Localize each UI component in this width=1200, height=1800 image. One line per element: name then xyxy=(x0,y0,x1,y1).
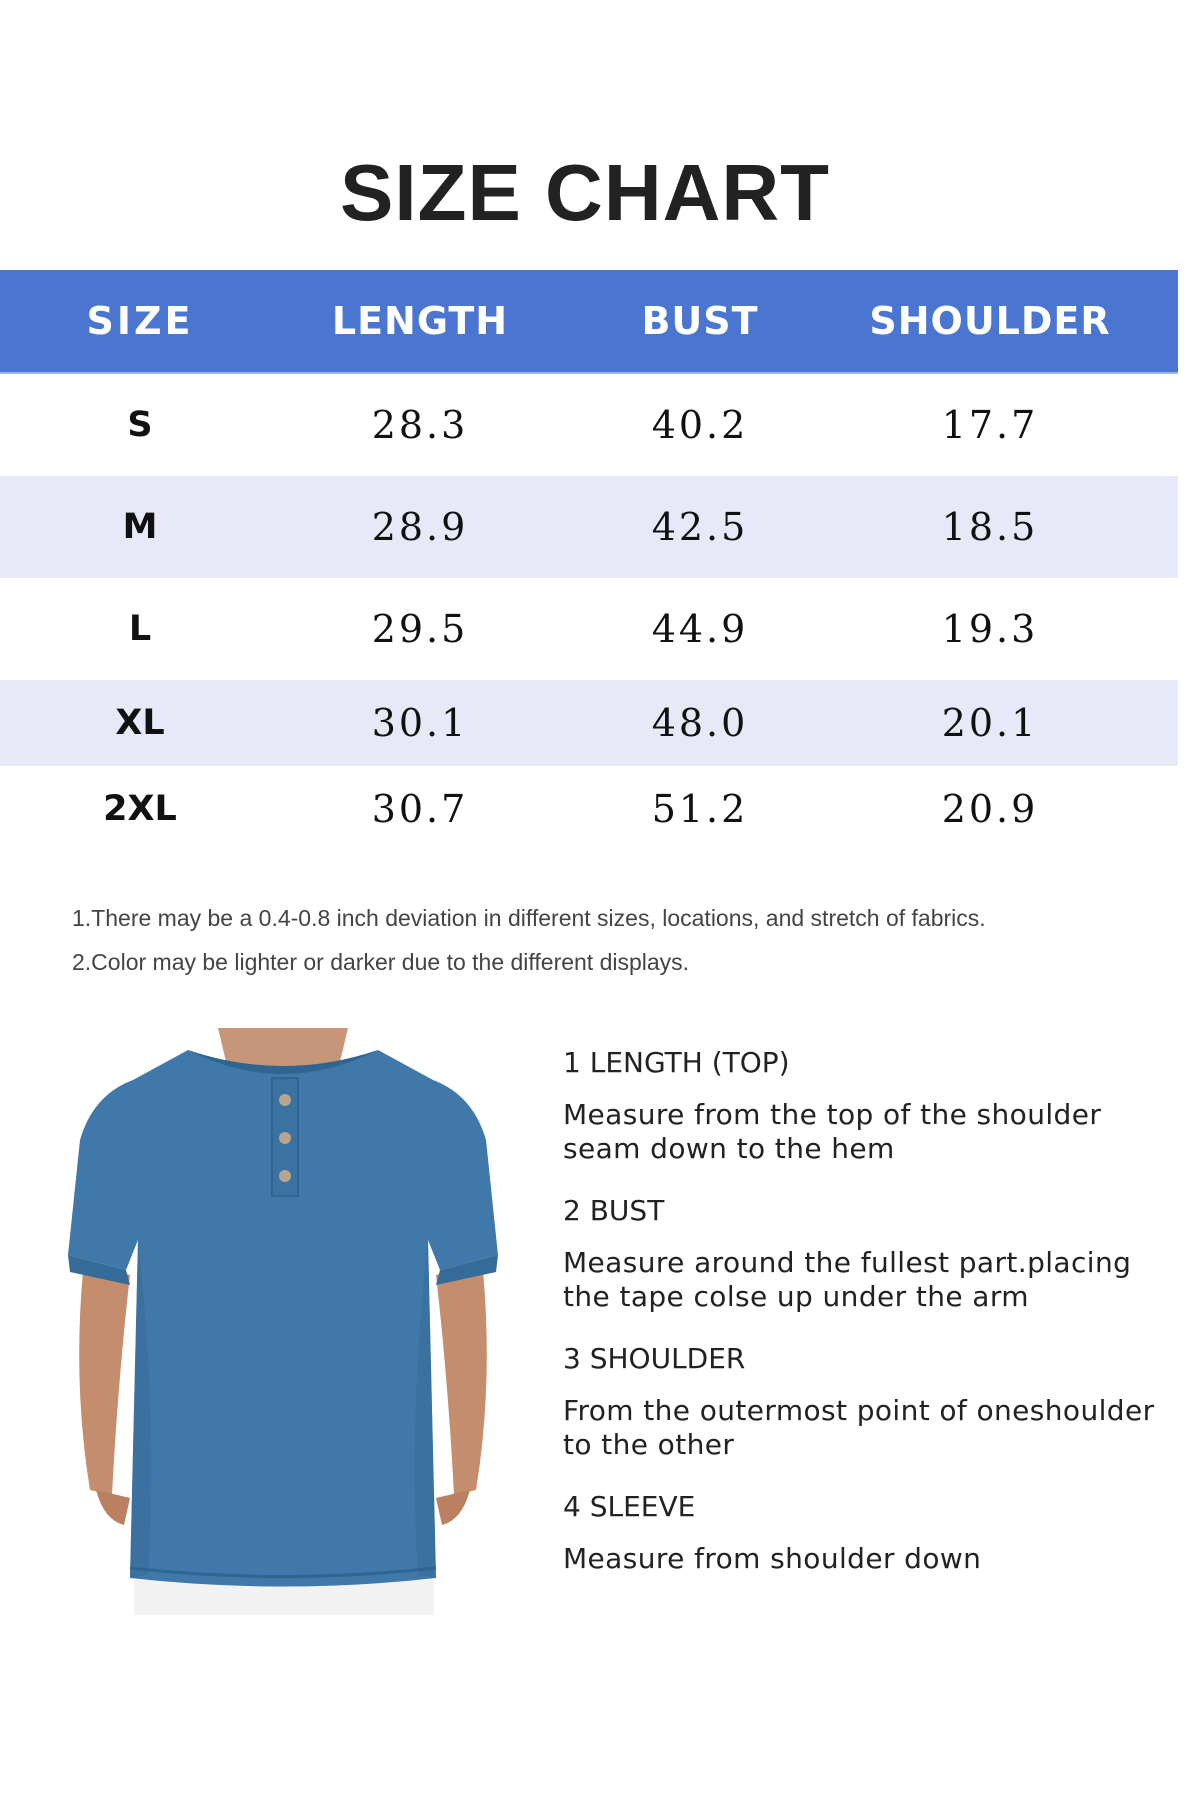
size-cell: XL xyxy=(115,703,165,743)
measure-line: seam down to the hem xyxy=(563,1132,895,1165)
length-cell: 28.9 xyxy=(371,505,469,549)
shoulder-cell: 19.3 xyxy=(941,607,1039,651)
measure-bust xyxy=(563,1194,1183,1314)
page-title: SIZE CHART xyxy=(340,148,830,237)
table-row xyxy=(0,578,1178,680)
notes xyxy=(72,896,1172,984)
length-cell: 30.7 xyxy=(371,787,469,831)
table-row xyxy=(0,374,1178,476)
size-cell: L xyxy=(128,609,152,649)
length-cell: 30.1 xyxy=(371,701,469,745)
shoulder-cell: 18.5 xyxy=(941,505,1039,549)
measure-shoulder xyxy=(563,1342,1183,1462)
table-row xyxy=(0,680,1178,766)
shoulder-cell: 20.1 xyxy=(941,701,1039,745)
measure-sleeve xyxy=(563,1490,1183,1576)
measure-line: Measure around the fullest part.placing xyxy=(563,1246,1132,1279)
measure-heading: 2 BUST xyxy=(563,1194,665,1227)
size-table xyxy=(0,270,1178,852)
table-row xyxy=(0,476,1178,578)
note-deviation: 1.There may be a 0.4-0.8 inch deviation in different sizes, locations, and stretch of fabrics. xyxy=(72,905,986,931)
table-row xyxy=(0,766,1178,852)
measure-heading: 3 SHOULDER xyxy=(563,1342,746,1375)
note-color: 2.Color may be lighter or darker due to the different displays. xyxy=(72,949,690,975)
measure-line: Measure from the top of the shoulder xyxy=(563,1098,1102,1131)
table-header-row xyxy=(0,270,1178,374)
measure-length xyxy=(563,1046,1183,1166)
measure-line: Measure from shoulder down xyxy=(563,1542,982,1575)
bust-cell: 42.5 xyxy=(651,505,749,549)
measure-line: From the outermost point of oneshoulder xyxy=(563,1394,1155,1427)
measure-line: the tape colse up under the arm xyxy=(563,1280,1029,1313)
measure-text xyxy=(563,1394,1183,1462)
henley-tshirt-illustration xyxy=(68,1020,498,1615)
measure-heading: 4 SLEEVE xyxy=(563,1490,696,1523)
shoulder-cell: 20.9 xyxy=(941,787,1039,831)
measure-text xyxy=(563,1246,1183,1314)
bust-cell: 44.9 xyxy=(651,607,749,651)
measure-text xyxy=(563,1542,1183,1576)
model-tshirt-photo xyxy=(68,1020,498,1615)
header-shoulder: SHOULDER xyxy=(869,299,1111,343)
size-cell: M xyxy=(122,507,158,547)
header-size: SIZE xyxy=(86,299,194,343)
measure-heading: 1 LENGTH (TOP) xyxy=(563,1046,790,1079)
bust-cell: 51.2 xyxy=(651,787,749,831)
measure-line: to the other xyxy=(563,1428,735,1461)
bust-cell: 40.2 xyxy=(651,403,749,447)
header-length: LENGTH xyxy=(331,299,509,343)
measure-text xyxy=(563,1098,1183,1166)
length-cell: 29.5 xyxy=(371,607,469,651)
header-bust: BUST xyxy=(641,299,759,343)
size-cell: S xyxy=(127,405,153,445)
length-cell: 28.3 xyxy=(371,403,469,447)
shoulder-cell: 17.7 xyxy=(941,403,1039,447)
size-cell: 2XL xyxy=(103,789,177,829)
bust-cell: 48.0 xyxy=(651,701,749,745)
measurement-guide xyxy=(563,1046,1183,1604)
